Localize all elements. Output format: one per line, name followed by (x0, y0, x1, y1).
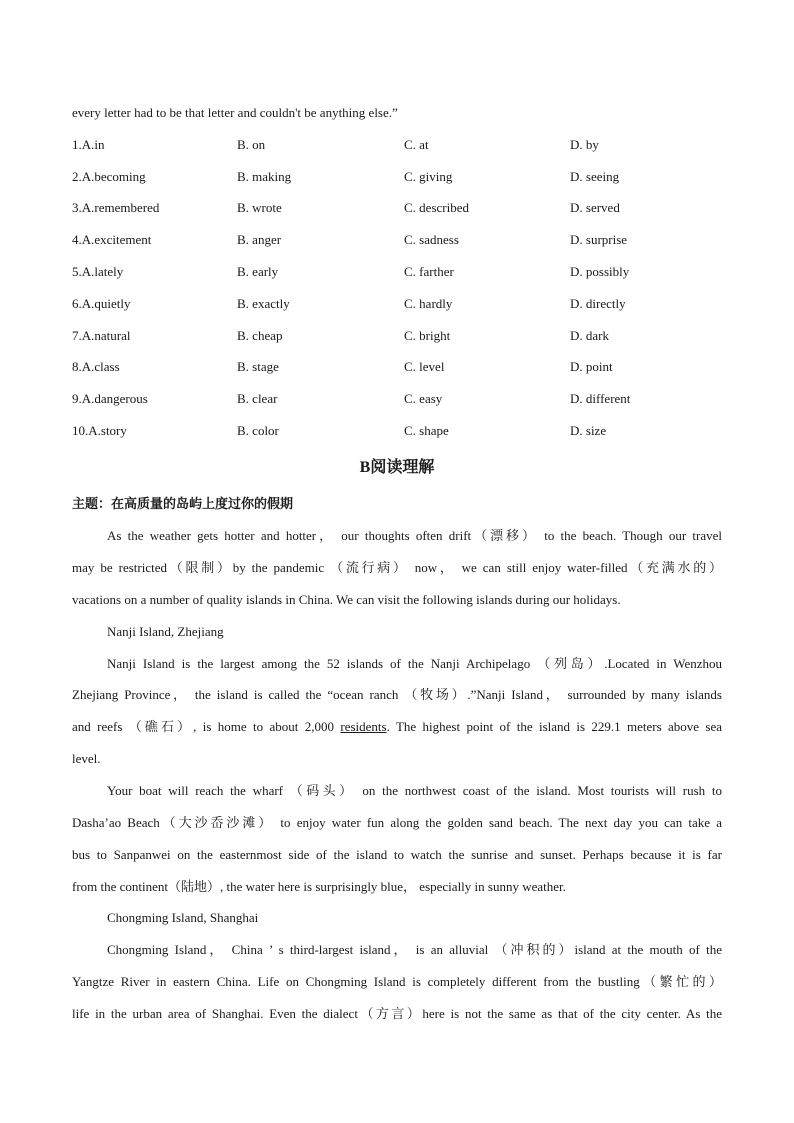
option-d: D. dark (570, 328, 609, 343)
option-row (72, 232, 732, 248)
option-a: 7.A.natural (72, 328, 131, 343)
option-d: D. directly (570, 296, 626, 311)
option-b: B. cheap (237, 328, 283, 343)
option-row (72, 169, 732, 185)
option-c: C. level (404, 359, 445, 374)
option-row (72, 296, 732, 312)
option-d: D. served (570, 200, 620, 215)
option-a: 8.A.class (72, 359, 120, 374)
paragraph-line: Zhejiang Province， the island is called the “ocean ranch （牧场）.”Nanji Island， surrounded by many islands (72, 687, 722, 702)
option-a: 9.A.dangerous (72, 391, 148, 406)
option-b: B. making (237, 169, 292, 184)
paragraph-line: Yangtze River in eastern China. Life on Chongming Island is completely different from the bustling（繁忙的） (72, 974, 722, 989)
paragraph-line: life in the urban area of Shanghai. Even the dialect（方言）here is not the same as that of the city center. As the (72, 1006, 722, 1021)
paragraph-line: Your boat will reach the wharf （码头） on the northwest coast of the island. Most tourists will rush to (107, 783, 722, 798)
option-c: C. giving (404, 169, 453, 184)
paragraph-line: level. (72, 751, 101, 766)
option-d: D. by (570, 137, 599, 152)
option-b: B. early (237, 264, 279, 279)
option-b: B. anger (237, 232, 282, 247)
paragraph-line (72, 719, 722, 735)
text-span: . The highest point of the island is 229.1 meters above sea (386, 719, 723, 734)
option-c: C. described (404, 200, 469, 215)
option-a: 2.A.becoming (72, 169, 146, 184)
option-row (72, 200, 732, 216)
paragraph-line: As the weather gets hotter and hotter， our thoughts often drift（漂移） to the beach. Though our travel (107, 528, 722, 543)
option-d: D. possibly (570, 264, 630, 279)
option-row (72, 264, 732, 280)
text-span: and reefs （礁石）, is home to about 2,000 (72, 719, 341, 734)
option-row (72, 137, 732, 153)
option-d: D. different (570, 391, 631, 406)
option-c: C. easy (404, 391, 443, 406)
option-c: C. at (404, 137, 429, 152)
option-c: C. farther (404, 264, 454, 279)
option-c: C. bright (404, 328, 451, 343)
island-heading-chongming: Chongming Island, Shanghai (107, 910, 259, 925)
intro-tail-text: every letter had to be that letter and couldn't be anything else.” (72, 105, 398, 120)
option-b: B. clear (237, 391, 278, 406)
option-b: B. exactly (237, 296, 290, 311)
option-a: 3.A.remembered (72, 200, 160, 215)
option-c: C. shape (404, 423, 449, 438)
option-row (72, 359, 732, 375)
option-c: C. sadness (404, 232, 459, 247)
paragraph-line: Nanji Island is the largest among the 52 islands of the Nanji Archipelago （列岛）.Located in Wenzhou (107, 656, 722, 671)
island-heading-nanji: Nanji Island, Zhejiang (107, 624, 224, 639)
option-a: 5.A.lately (72, 264, 124, 279)
option-a: 6.A.quietly (72, 296, 131, 311)
option-row (72, 423, 732, 439)
paragraph-line: bus to Sanpanwei on the easternmost side of the island to watch the sunrise and sunset. Perhaps because it is far (72, 847, 722, 862)
option-b: B. wrote (237, 200, 282, 215)
paragraph-line: from the continent（陆地）, the water here is surprisingly blue， especially in sunny weather. (72, 879, 566, 894)
option-d: D. size (570, 423, 607, 438)
option-c: C. hardly (404, 296, 453, 311)
topic-heading: 主题：在高质量的岛屿上度过你的假期 (72, 496, 294, 511)
paragraph-line: Dasha’ao Beach（大沙岙沙滩） to enjoy water fun along the golden sand beach. The next day you can take a (72, 815, 722, 830)
option-row (72, 391, 732, 407)
option-d: D. seeing (570, 169, 620, 184)
option-d: D. surprise (570, 232, 628, 247)
option-row (72, 328, 732, 344)
option-a: 10.A.story (72, 423, 127, 438)
underlined-word: residents (340, 719, 387, 734)
paragraph-line: vacations on a number of quality islands in China. We can visit the following islands during our holidays. (72, 592, 621, 607)
option-b: B. on (237, 137, 266, 152)
section-b-title: B阅读理解 (359, 459, 435, 476)
option-b: B. stage (237, 359, 279, 374)
paragraph-line: may be restricted（限制）by the pandemic （流行病） now， we can still enjoy water-filled（充满水的） (72, 560, 722, 575)
option-d: D. point (570, 359, 613, 374)
option-a: 1.A.in (72, 137, 105, 152)
option-b: B. color (237, 423, 279, 438)
paragraph-line: Chongming Island， China ’ s third-largest island， is an alluvial （冲积的）island at the mouth of the (107, 942, 722, 957)
option-a: 4.A.excitement (72, 232, 152, 247)
